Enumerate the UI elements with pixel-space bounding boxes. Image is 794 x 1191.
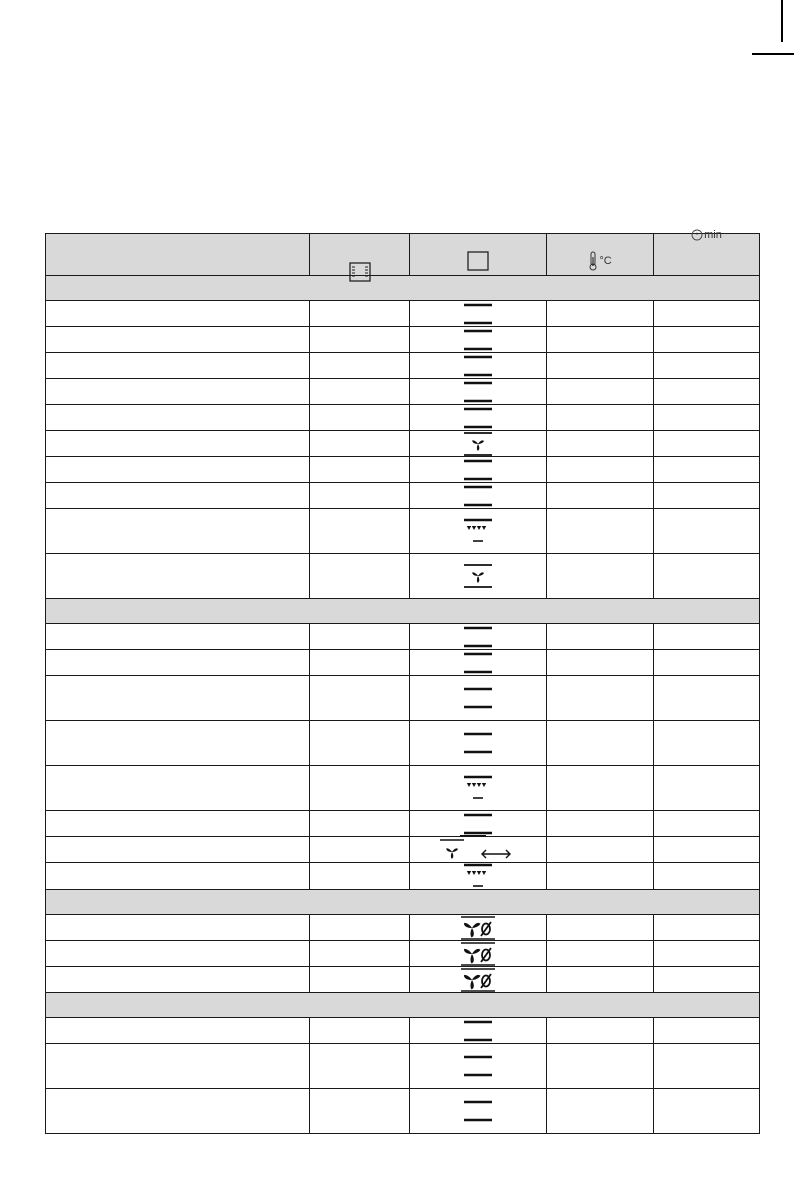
mode-cell — [410, 554, 547, 599]
temperature-cell — [547, 1018, 654, 1044]
table-row — [46, 650, 760, 676]
shelf-cell — [310, 405, 410, 431]
top-bottom-heat-icon — [463, 329, 493, 351]
thermometer-icon — [588, 251, 598, 271]
shelf-cell — [310, 676, 410, 721]
top-bottom-heat-icon — [463, 355, 493, 377]
time-cell — [654, 863, 760, 890]
dish-cell — [46, 327, 310, 353]
dish-cell — [46, 941, 310, 967]
grill-bottom-heat-icon — [463, 863, 493, 889]
mode-cell — [410, 301, 547, 327]
mode-cell — [410, 509, 547, 554]
crop-mark-top-vertical — [781, 0, 783, 42]
mode-cell — [410, 1018, 547, 1044]
temperature-cell — [547, 405, 654, 431]
temperature-cell — [547, 915, 654, 941]
section-title — [46, 276, 760, 301]
fan-heat-icon — [463, 564, 493, 588]
dish-cell — [46, 353, 310, 379]
time-cell — [654, 721, 760, 766]
dish-cell — [46, 554, 310, 599]
dish-cell — [46, 624, 310, 650]
shelf-cell — [310, 721, 410, 766]
shelf-cell — [310, 554, 410, 599]
table-row — [46, 405, 760, 431]
time-cell — [654, 379, 760, 405]
temperature-column-header — [547, 234, 654, 276]
mode-cell — [410, 379, 547, 405]
shelf-cell — [310, 379, 410, 405]
mode-cell — [410, 650, 547, 676]
mode-cell — [410, 327, 547, 353]
oven-mode-icon — [467, 251, 489, 271]
top-bottom-heat-icon — [463, 626, 493, 648]
dish-cell — [46, 509, 310, 554]
time-cell — [654, 650, 760, 676]
mode-cell — [410, 941, 547, 967]
top-bottom-heat-icon — [463, 459, 493, 481]
shelf-cell — [310, 483, 410, 509]
shelf-cell — [310, 941, 410, 967]
table-row — [46, 379, 760, 405]
fan-heat-icon — [463, 432, 493, 456]
temperature-cell — [547, 353, 654, 379]
mode-cell — [410, 1089, 547, 1134]
shelf-cell — [310, 509, 410, 554]
time-cell — [654, 1089, 760, 1134]
top-bottom-heat-icon — [463, 813, 493, 835]
table-row — [46, 721, 760, 766]
time-cell — [654, 327, 760, 353]
time-cell — [654, 811, 760, 837]
timer-icon — [691, 229, 703, 241]
cooking-table — [45, 229, 760, 1134]
table-row — [46, 301, 760, 327]
mode-cell — [410, 766, 547, 811]
temperature-cell — [547, 327, 654, 353]
dish-cell — [46, 431, 310, 457]
mode-cell — [410, 863, 547, 890]
temperature-cell — [547, 1089, 654, 1134]
table-row — [46, 967, 760, 993]
mode-cell — [410, 431, 547, 457]
time-cell — [654, 405, 760, 431]
time-cell — [654, 301, 760, 327]
time-cell — [654, 941, 760, 967]
mode-column-header — [410, 234, 547, 276]
shelf-column-header — [310, 234, 410, 276]
mode-cell — [410, 624, 547, 650]
grill-bottom-heat-icon — [463, 775, 493, 801]
time-cell — [654, 915, 760, 941]
shelf-cell — [310, 650, 410, 676]
top-bottom-heat-icon — [463, 1100, 493, 1122]
dish-cell — [46, 457, 310, 483]
section-header-row — [46, 276, 760, 301]
grill-bottom-heat-icon — [463, 518, 493, 544]
fan-no-heat-icon — [461, 916, 495, 940]
shelf-cell — [310, 915, 410, 941]
temperature-cell — [547, 301, 654, 327]
temperature-cell — [547, 457, 654, 483]
table-row — [46, 431, 760, 457]
dish-cell — [46, 1089, 310, 1134]
shelf-cell — [310, 353, 410, 379]
mode-cell — [410, 353, 547, 379]
mode-cell — [410, 457, 547, 483]
dish-cell — [46, 483, 310, 509]
temperature-cell — [547, 863, 654, 890]
table-row — [46, 624, 760, 650]
time-cell — [654, 837, 760, 863]
section-title — [46, 599, 760, 624]
dish-cell — [46, 1018, 310, 1044]
section-header-row — [46, 993, 760, 1018]
shelf-cell — [310, 837, 410, 863]
section-header-row — [46, 890, 760, 915]
temperature-cell — [547, 837, 654, 863]
time-cell — [654, 554, 760, 599]
temperature-cell — [547, 721, 654, 766]
table-row — [46, 327, 760, 353]
mode-cell — [410, 837, 547, 863]
temperature-cell — [547, 624, 654, 650]
temperature-cell — [547, 650, 654, 676]
temperature-cell — [547, 1044, 654, 1089]
mode-cell — [410, 915, 547, 941]
shelf-cell — [310, 1089, 410, 1134]
dish-cell — [46, 1044, 310, 1089]
mode-cell — [410, 721, 547, 766]
shelf-cell — [310, 863, 410, 890]
table-row — [46, 1089, 760, 1134]
mode-cell — [410, 483, 547, 509]
temperature-cell — [547, 941, 654, 967]
time-column-header — [654, 229, 760, 276]
dish-cell — [46, 863, 310, 890]
dish-cell — [46, 915, 310, 941]
table-row — [46, 766, 760, 811]
mode-cell — [410, 1044, 547, 1089]
top-bottom-heat-icon — [463, 652, 493, 674]
top-bottom-heat-icon — [463, 303, 493, 325]
dish-cell — [46, 676, 310, 721]
shelf-cell — [310, 1018, 410, 1044]
top-bottom-heat-icon — [463, 687, 493, 709]
dish-cell — [46, 837, 310, 863]
shelf-cell — [310, 431, 410, 457]
mode-cell — [410, 811, 547, 837]
temperature-cell — [547, 554, 654, 599]
table-row — [46, 941, 760, 967]
temperature-unit-label: °C — [599, 254, 612, 267]
dish-column-header — [46, 234, 310, 276]
table-row — [46, 837, 760, 863]
table-row — [46, 676, 760, 721]
shelf-cell — [310, 327, 410, 353]
mode-cell — [410, 405, 547, 431]
shelf-cell — [310, 1044, 410, 1089]
table-header-row — [46, 234, 760, 276]
table-row — [46, 811, 760, 837]
shelf-cell — [310, 301, 410, 327]
temperature-cell — [547, 676, 654, 721]
shelf-cell — [310, 967, 410, 993]
temperature-cell — [547, 509, 654, 554]
dish-cell — [46, 811, 310, 837]
time-cell — [654, 624, 760, 650]
temperature-cell — [547, 431, 654, 457]
table-row — [46, 353, 760, 379]
table-row — [46, 483, 760, 509]
dish-cell — [46, 405, 310, 431]
dish-cell — [46, 721, 310, 766]
mode-cell — [410, 967, 547, 993]
crop-mark-top-horizontal — [752, 53, 794, 55]
shelf-cell — [310, 766, 410, 811]
section-header-row — [46, 599, 760, 624]
top-bottom-heat-icon — [463, 1020, 493, 1042]
time-cell — [654, 1018, 760, 1044]
fan-no-heat-icon — [461, 968, 495, 992]
temperature-cell — [547, 967, 654, 993]
time-cell — [654, 483, 760, 509]
table-row — [46, 509, 760, 554]
top-bottom-heat-icon — [463, 407, 493, 429]
top-bottom-heat-icon — [463, 485, 493, 507]
time-cell — [654, 457, 760, 483]
shelf-cell — [310, 811, 410, 837]
table-row — [46, 1018, 760, 1044]
time-cell — [654, 431, 760, 457]
top-bottom-heat-icon — [463, 732, 493, 754]
time-cell — [654, 967, 760, 993]
temperature-cell — [547, 379, 654, 405]
table-row — [46, 554, 760, 599]
fan-grill-wide-icon — [438, 838, 518, 862]
section-title — [46, 890, 760, 915]
table-row — [46, 863, 760, 890]
table-row — [46, 1044, 760, 1089]
temperature-cell — [547, 766, 654, 811]
time-cell — [654, 766, 760, 811]
dish-cell — [46, 766, 310, 811]
time-cell — [654, 509, 760, 554]
fan-no-heat-icon — [461, 942, 495, 966]
time-cell — [654, 676, 760, 721]
time-unit-label: min — [704, 229, 722, 241]
time-cell — [654, 353, 760, 379]
dish-cell — [46, 379, 310, 405]
dish-cell — [46, 301, 310, 327]
section-title — [46, 993, 760, 1018]
top-bottom-heat-icon — [463, 1055, 493, 1077]
dish-cell — [46, 967, 310, 993]
mode-cell — [410, 676, 547, 721]
shelf-cell — [310, 457, 410, 483]
shelf-cell — [310, 624, 410, 650]
dish-cell — [46, 650, 310, 676]
time-cell — [654, 1044, 760, 1089]
table-row — [46, 457, 760, 483]
temperature-cell — [547, 483, 654, 509]
top-bottom-heat-icon — [463, 381, 493, 403]
shelf-level-icon — [349, 262, 371, 282]
table-row — [46, 915, 760, 941]
temperature-cell — [547, 811, 654, 837]
